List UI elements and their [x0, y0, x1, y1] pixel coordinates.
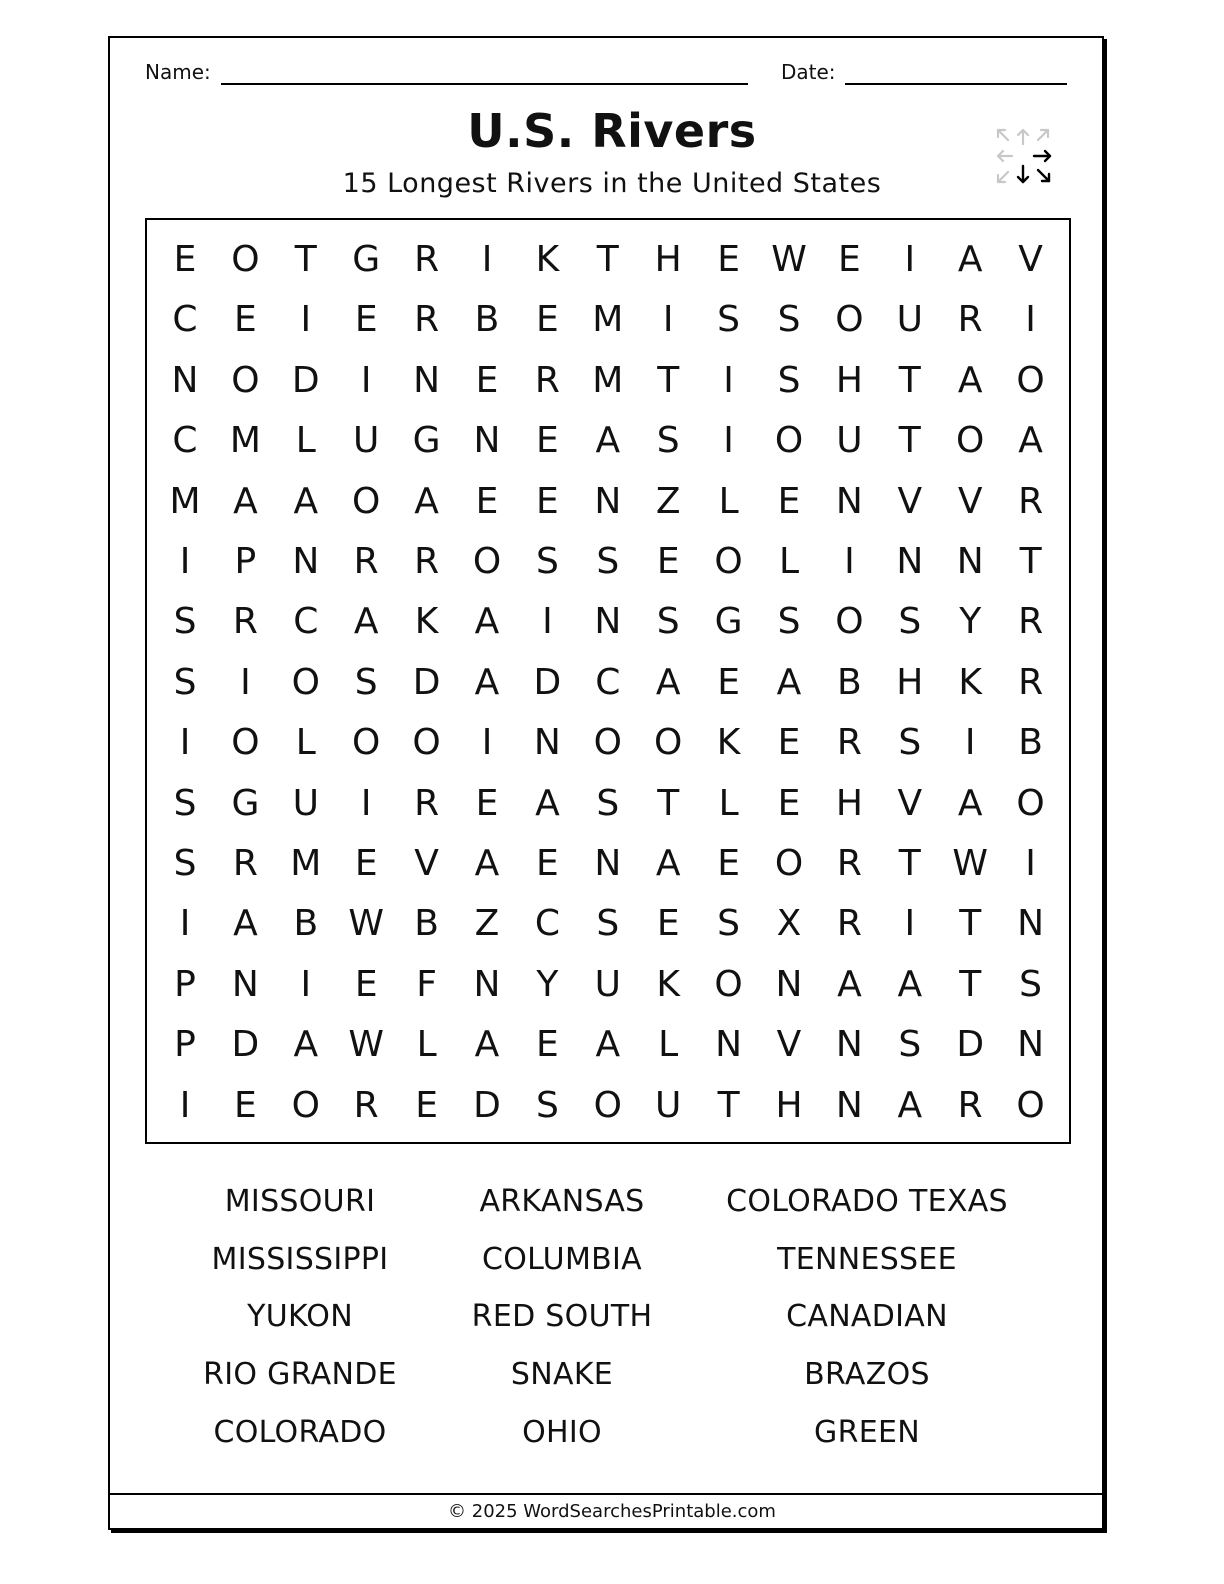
grid-cell[interactable]: N [835, 1084, 863, 1126]
grid-cell[interactable]: P [174, 963, 196, 1005]
grid-cell[interactable]: N [1017, 1024, 1045, 1066]
grid-cell[interactable]: R [414, 782, 440, 824]
grid-cell[interactable]: T [959, 903, 982, 945]
word-list-item: BRAZOS [804, 1357, 930, 1392]
grid-cell[interactable]: E [717, 661, 740, 703]
grid-cell[interactable]: S [777, 359, 801, 401]
page-subtitle: 15 Longest Rivers in the United States [342, 168, 882, 199]
grid-cell[interactable]: O [1016, 1084, 1045, 1126]
grid-cell[interactable]: I [964, 722, 976, 764]
grid-cell[interactable]: E [717, 239, 740, 280]
grid-cell[interactable]: N [594, 480, 622, 522]
grid-cell[interactable]: W [348, 1024, 384, 1066]
grid-cell[interactable]: A [837, 963, 862, 1005]
grid-cell[interactable]: I [1025, 299, 1036, 341]
grid-cell[interactable]: E [536, 480, 559, 522]
grid-cell[interactable]: Z [655, 480, 681, 522]
grid-cell[interactable]: L [778, 541, 800, 582]
grid-cell[interactable]: I [179, 722, 191, 764]
grid-cell[interactable]: A [655, 843, 681, 884]
grid-cell[interactable]: G [714, 601, 743, 643]
grid-cell[interactable]: O [231, 722, 260, 764]
grid-cell[interactable]: R [414, 239, 440, 280]
grid-cell[interactable]: O [472, 541, 502, 582]
grid-cell[interactable]: I [904, 903, 916, 945]
grid-cell[interactable]: E [777, 722, 801, 764]
grid-cell[interactable]: G [412, 420, 441, 462]
grid-cell[interactable]: B [1018, 722, 1043, 764]
grid-cell[interactable]: S [656, 420, 680, 462]
grid-cell[interactable]: U [655, 1084, 682, 1126]
word-list-item: GREEN [814, 1415, 920, 1450]
grid-cell[interactable]: O [956, 420, 985, 462]
grid-cell[interactable]: P [174, 1024, 196, 1066]
grid-cell[interactable]: D [412, 661, 441, 703]
grid-cell[interactable]: O [774, 843, 804, 884]
grid-cell[interactable]: I [179, 903, 191, 945]
grid-cell[interactable]: O [714, 963, 743, 1005]
grid-cell[interactable]: B [293, 903, 319, 945]
grid-cell[interactable]: T [294, 239, 317, 280]
grid-cell[interactable]: O [291, 661, 320, 703]
grid-cell[interactable]: T [717, 1084, 740, 1126]
grid-cell[interactable]: I [723, 359, 734, 401]
grid-cell[interactable]: R [353, 1084, 379, 1126]
grid-cell[interactable]: A [474, 843, 500, 884]
grid-cell[interactable]: I [360, 782, 372, 824]
grid-cell[interactable]: D [473, 1084, 501, 1126]
grid-cell[interactable]: E [656, 903, 680, 945]
grid-cell[interactable]: I [300, 963, 312, 1005]
grid-cell[interactable]: S [898, 1024, 922, 1066]
grid-cell[interactable]: T [657, 782, 680, 824]
grid-cell[interactable]: D [956, 1024, 985, 1066]
grid-cell[interactable]: R [1018, 661, 1044, 703]
grid-cell[interactable]: S [656, 601, 680, 643]
grid-cell[interactable]: N [594, 601, 622, 643]
word-list-item: COLORADO TEXAS [726, 1184, 1008, 1219]
grid-cell[interactable]: V [897, 782, 923, 824]
grid-cell[interactable]: N [715, 1024, 743, 1066]
name-label: Name: [145, 60, 211, 84]
grid-cell[interactable]: T [898, 843, 921, 884]
word-list-item: OHIO [522, 1415, 602, 1450]
grid-cell[interactable]: N [231, 963, 259, 1005]
grid-cell[interactable]: E [717, 843, 740, 884]
grid-cell[interactable]: E [234, 299, 257, 341]
grid-cell[interactable]: N [292, 541, 320, 582]
grid-cell[interactable]: C [293, 601, 319, 643]
grid-cell[interactable]: N [956, 541, 984, 582]
grid-cell[interactable]: S [173, 601, 197, 643]
word-list-item: RIO GRANDE [203, 1357, 397, 1392]
grid-cell[interactable]: I [723, 420, 734, 462]
grid-cell[interactable]: W [771, 239, 807, 280]
grid-cell[interactable]: A [233, 480, 258, 522]
grid-cell[interactable]: K [414, 601, 439, 643]
grid-cell[interactable]: D [533, 661, 562, 703]
grid-cell[interactable]: A [776, 661, 802, 703]
grid-cell[interactable]: R [232, 843, 258, 884]
grid-cell[interactable]: N [533, 722, 561, 764]
grid-cell[interactable]: K [716, 722, 741, 764]
name-field-line [221, 83, 748, 85]
grid-cell[interactable]: S [596, 903, 620, 945]
grid-cell[interactable]: E [354, 963, 378, 1005]
letter-grid [145, 218, 1071, 1144]
grid-cell[interactable]: S [898, 722, 922, 764]
grid-cell[interactable]: L [658, 1024, 679, 1066]
grid-cell[interactable]: E [838, 239, 861, 280]
footer-copyright: © 2025 WordSearchesPrintable.com [448, 1501, 776, 1522]
grid-cell[interactable]: S [1019, 963, 1043, 1005]
grid-cell[interactable]: O [231, 239, 260, 280]
grid-cell[interactable]: E [354, 843, 378, 884]
grid-cell[interactable]: S [717, 299, 741, 341]
grid-cell[interactable]: X [776, 903, 802, 945]
grid-cell[interactable]: I [179, 1084, 191, 1126]
date-label: Date: [781, 60, 836, 84]
grid-cell[interactable]: N [775, 963, 803, 1005]
grid-cell[interactable]: A [957, 782, 983, 824]
grid-cell[interactable]: R [957, 299, 983, 341]
grid-cell[interactable]: O [1016, 782, 1045, 824]
grid-cell[interactable]: N [835, 480, 863, 522]
grid-cell[interactable]: A [595, 1024, 621, 1066]
grid-cell[interactable]: E [777, 480, 801, 522]
grid-cell[interactable]: U [836, 420, 863, 462]
grid-cell[interactable]: A [293, 480, 319, 522]
grid-cell[interactable]: O [352, 480, 381, 522]
grid-cell[interactable]: L [718, 782, 739, 824]
grid-cell[interactable]: U [594, 963, 621, 1005]
grid-cell[interactable]: W [348, 903, 384, 945]
grid-cell[interactable]: R [836, 903, 862, 945]
grid-cell[interactable]: I [300, 299, 312, 341]
grid-cell[interactable]: V [1018, 239, 1043, 280]
grid-cell[interactable]: C [534, 903, 560, 945]
page-title: U.S. Rivers [467, 104, 757, 158]
grid-cell[interactable]: R [957, 1084, 983, 1126]
grid-cell[interactable]: M [290, 843, 322, 884]
grid-cell[interactable]: S [354, 661, 378, 703]
grid-cell[interactable]: R [232, 601, 258, 643]
grid-cell[interactable]: E [475, 480, 499, 522]
grid-cell[interactable]: E [234, 1084, 257, 1126]
grid-cell[interactable]: C [595, 661, 621, 703]
grid-cell[interactable]: I [360, 359, 372, 401]
word-list-item: YUKON [247, 1299, 353, 1334]
grid-cell[interactable]: A [233, 903, 258, 945]
grid-cell[interactable]: B [474, 299, 500, 341]
grid-cell[interactable]: L [295, 722, 316, 764]
grid-cell[interactable]: A [535, 782, 560, 824]
grid-cell[interactable]: A [474, 601, 500, 643]
grid-cell[interactable]: H [835, 782, 863, 824]
grid-cell[interactable]: V [776, 1024, 802, 1066]
word-list-item: MISSISSIPPI [211, 1242, 389, 1277]
grid-cell[interactable]: R [534, 359, 560, 401]
date-field-line [845, 83, 1067, 85]
grid-cell[interactable]: P [234, 541, 257, 582]
grid-cell[interactable]: U [896, 299, 923, 341]
grid-cell[interactable]: O [291, 1084, 320, 1126]
grid-cell[interactable]: R [414, 299, 440, 341]
grid-cell[interactable]: Z [474, 903, 500, 945]
grid-cell[interactable]: K [656, 963, 680, 1005]
grid-cell[interactable]: E [354, 299, 378, 341]
grid-cell[interactable]: A [595, 420, 621, 462]
grid-cell[interactable]: A [897, 1084, 923, 1126]
word-list-item: MISSOURI [224, 1184, 376, 1219]
grid-cell[interactable]: B [414, 903, 439, 945]
grid-cell[interactable]: R [836, 843, 862, 884]
grid-cell[interactable]: A [414, 480, 439, 522]
grid-cell[interactable]: D [231, 1024, 260, 1066]
grid-cell[interactable]: A [474, 661, 500, 703]
grid-cell[interactable]: M [169, 480, 201, 522]
grid-cell[interactable]: Y [959, 601, 982, 643]
word-list-item: COLUMBIA [482, 1242, 642, 1277]
word-list-item: CANADIAN [786, 1299, 948, 1334]
grid-cell[interactable]: L [295, 420, 316, 462]
grid-cell[interactable]: N [594, 843, 622, 884]
grid-cell[interactable]: S [777, 299, 801, 341]
grid-cell[interactable]: S [596, 541, 620, 582]
word-list-item: COLORADO [213, 1415, 387, 1450]
grid-cell[interactable]: O [412, 722, 441, 764]
grid-cell[interactable]: E [536, 420, 559, 462]
grid-cell[interactable]: K [958, 661, 982, 703]
grid-cell[interactable]: B [837, 661, 862, 703]
grid-cell[interactable]: I [662, 299, 674, 341]
grid-cell[interactable]: A [957, 239, 983, 280]
grid-cell[interactable]: I [1025, 843, 1036, 884]
grid-cell[interactable]: N [896, 541, 924, 582]
grid-cell[interactable]: R [836, 722, 862, 764]
grid-cell[interactable]: O [835, 601, 864, 643]
grid-cell[interactable]: T [657, 359, 680, 401]
grid-cell[interactable]: O [352, 722, 381, 764]
grid-cell[interactable]: H [835, 359, 863, 401]
grid-cell[interactable]: U [353, 420, 380, 462]
direction-arrows-icon [994, 126, 1056, 188]
grid-cell[interactable]: R [1018, 601, 1044, 643]
word-list-item: RED SOUTH [471, 1299, 653, 1334]
grid-cell[interactable]: I [481, 239, 493, 280]
grid-cell[interactable]: N [835, 1024, 863, 1066]
grid-cell[interactable]: S [596, 782, 620, 824]
grid-cell[interactable]: O [231, 359, 260, 401]
grid-cell[interactable]: M [592, 359, 624, 401]
grid-cell[interactable]: O [835, 299, 864, 341]
word-list-item: SNAKE [510, 1357, 614, 1392]
grid-cell[interactable]: R [414, 541, 440, 582]
grid-cell[interactable]: R [353, 541, 379, 582]
grid-cell[interactable]: N [473, 963, 501, 1005]
grid-cell[interactable]: O [1016, 359, 1045, 401]
grid-cell[interactable]: E [475, 782, 499, 824]
grid-cell[interactable]: H [654, 239, 682, 280]
grid-cell[interactable]: E [536, 299, 559, 341]
grid-cell[interactable]: O [774, 420, 804, 462]
grid-cell[interactable]: F [416, 963, 437, 1005]
grid-cell[interactable]: I [844, 541, 855, 582]
footer-divider [108, 1493, 1104, 1495]
grid-cell[interactable]: C [172, 420, 198, 462]
grid-cell[interactable]: E [536, 1024, 559, 1066]
grid-cell[interactable]: E [173, 239, 197, 280]
grid-cell[interactable]: E [536, 843, 559, 884]
grid-cell[interactable]: H [775, 1084, 803, 1126]
grid-cell[interactable]: G [352, 239, 381, 280]
grid-cell[interactable]: R [1018, 480, 1044, 522]
grid-cell[interactable]: O [593, 722, 622, 764]
grid-cell[interactable]: A [293, 1024, 319, 1066]
grid-cell[interactable]: E [415, 1084, 438, 1126]
grid-cell[interactable]: S [898, 601, 922, 643]
grid-cell[interactable]: H [896, 661, 924, 703]
grid-cell[interactable]: A [957, 359, 983, 401]
grid-cell[interactable]: O [593, 1084, 622, 1126]
grid-cell[interactable]: S [535, 1084, 559, 1126]
grid-cell[interactable]: I [240, 661, 251, 703]
grid-cell[interactable]: V [897, 480, 923, 522]
grid-cell[interactable]: I [179, 541, 191, 582]
grid-cell[interactable]: L [416, 1024, 437, 1066]
grid-cell[interactable]: O [714, 541, 743, 582]
grid-cell[interactable]: N [171, 359, 199, 401]
grid-cell[interactable]: K [535, 239, 560, 280]
grid-cell[interactable]: I [481, 722, 493, 764]
grid-cell[interactable]: W [952, 843, 988, 884]
grid-cell[interactable]: T [959, 963, 982, 1005]
grid-cell[interactable]: S [173, 661, 197, 703]
grid-cell[interactable]: N [413, 359, 441, 401]
grid-cell[interactable]: N [1017, 903, 1045, 945]
grid-cell[interactable]: I [542, 601, 553, 643]
grid-cell[interactable]: T [1019, 541, 1042, 582]
grid-cell[interactable]: G [231, 782, 260, 824]
grid-cell[interactable]: M [229, 420, 261, 462]
grid-cell[interactable]: A [655, 661, 681, 703]
grid-cell[interactable]: T [596, 239, 619, 280]
grid-cell[interactable]: S [717, 903, 741, 945]
grid-cell[interactable]: S [173, 843, 197, 884]
word-list-item: TENNESSEE [777, 1242, 957, 1277]
grid-cell[interactable]: N [473, 420, 501, 462]
grid-cell[interactable]: A [897, 963, 923, 1005]
grid-cell[interactable]: L [718, 480, 739, 522]
grid-cell[interactable]: M [592, 299, 624, 341]
grid-cell[interactable]: T [898, 420, 921, 462]
grid-cell[interactable]: A [1018, 420, 1043, 462]
grid-cell[interactable]: S [777, 601, 801, 643]
grid-cell[interactable]: U [292, 782, 319, 824]
grid-cell[interactable]: Y [536, 963, 559, 1005]
grid-cell[interactable]: E [475, 359, 499, 401]
grid-cell[interactable]: D [291, 359, 320, 401]
grid-cell[interactable]: S [535, 541, 559, 582]
grid-cell[interactable]: I [904, 239, 916, 280]
grid-cell[interactable]: V [414, 843, 439, 884]
grid-cell[interactable]: E [777, 782, 801, 824]
grid-cell[interactable]: A [353, 601, 379, 643]
grid-cell[interactable]: V [957, 480, 983, 522]
grid-cell[interactable]: T [898, 359, 921, 401]
grid-cell[interactable]: E [656, 541, 680, 582]
grid-cell[interactable]: S [173, 782, 197, 824]
word-list-item: ARKANSAS [479, 1184, 645, 1219]
grid-cell[interactable]: O [654, 722, 683, 764]
grid-cell[interactable]: A [474, 1024, 500, 1066]
grid-cell[interactable]: C [172, 299, 198, 341]
